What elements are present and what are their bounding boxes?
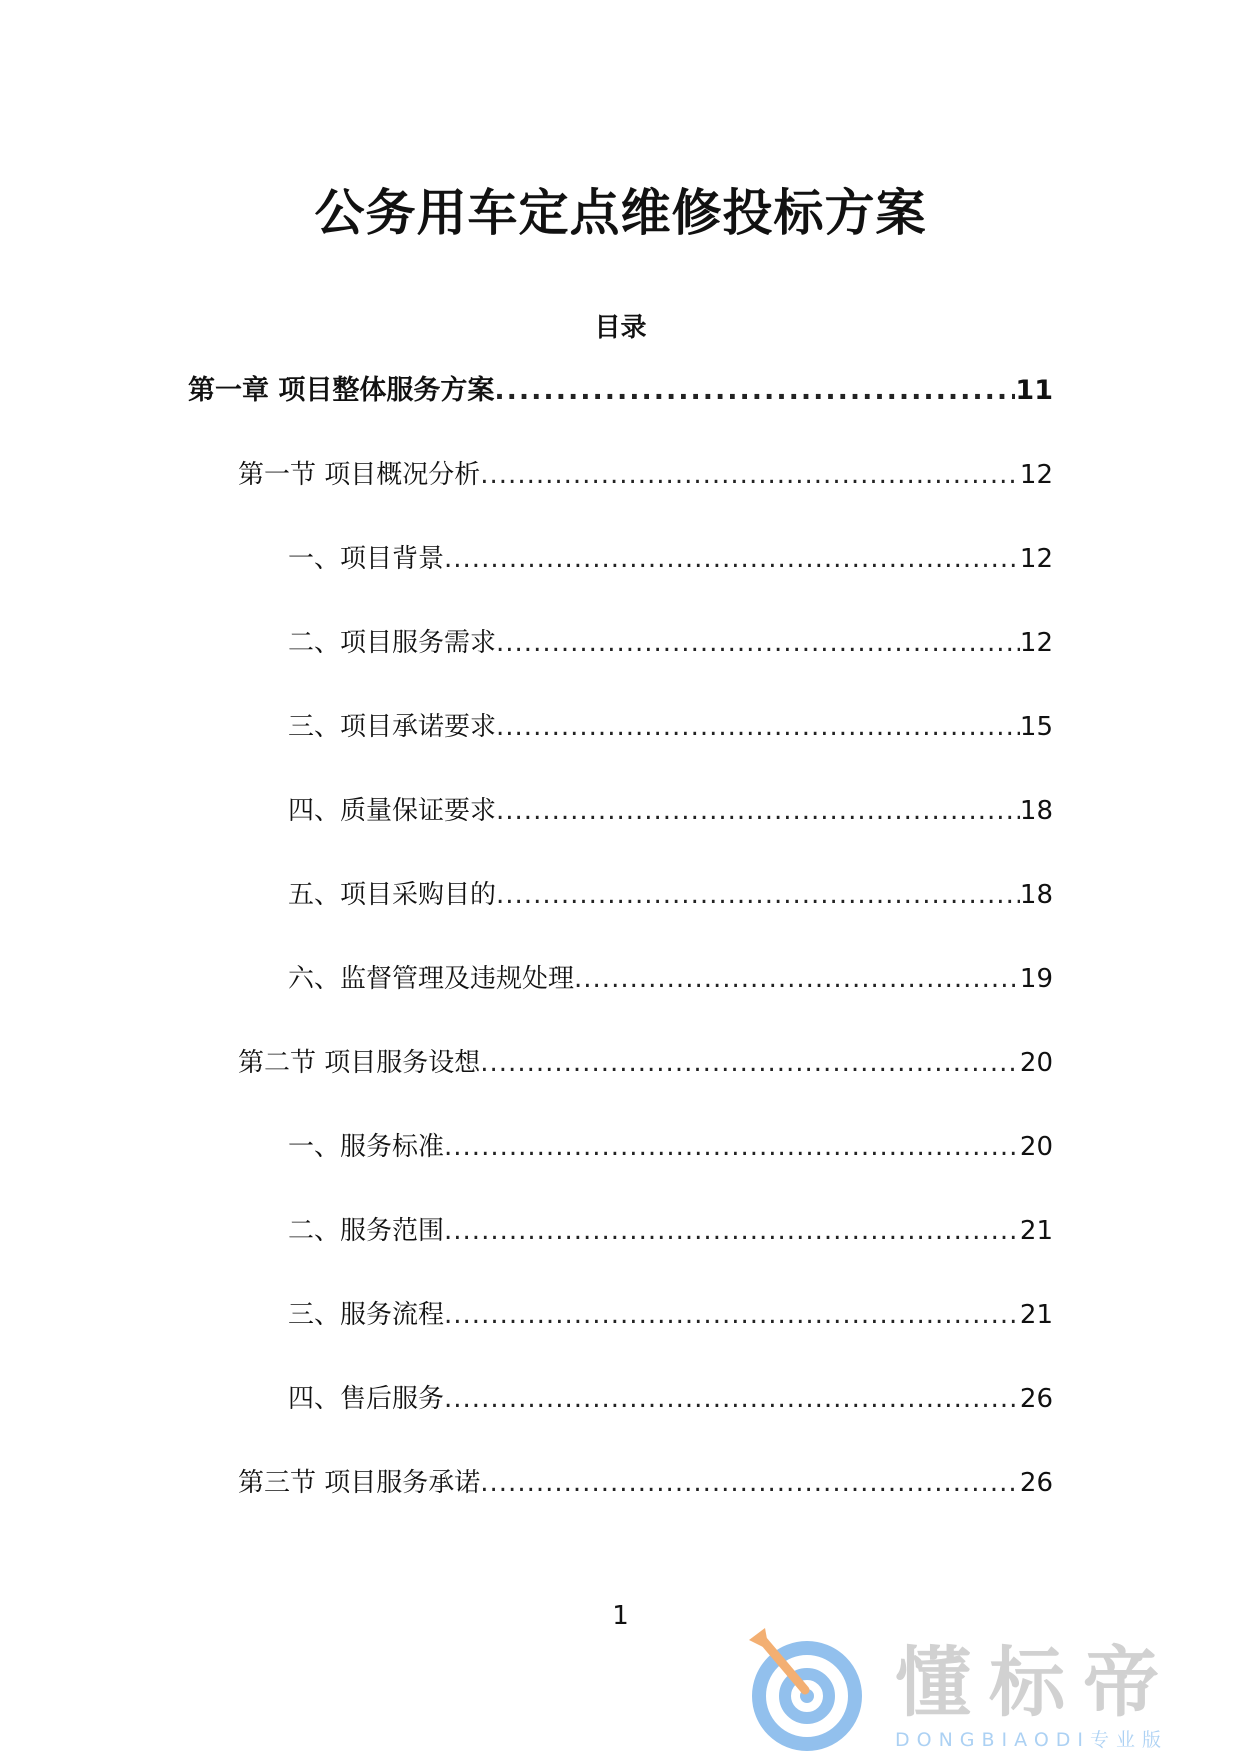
toc-entry-label: 三、项目承诺要求 — [288, 712, 497, 742]
toc-entry-page: 26 — [1019, 1384, 1053, 1414]
toc-entry-page: 18 — [1019, 880, 1053, 910]
table-of-contents — [0, 371, 1241, 1547]
toc-entry-label: 六、监督管理及违规处理 — [288, 964, 575, 994]
toc-entry[interactable] — [0, 959, 1241, 1043]
toc-entry[interactable] — [0, 707, 1241, 791]
toc-dot-leader — [496, 791, 1020, 831]
toc-entry-page: 12 — [1019, 460, 1053, 490]
target-arrow-icon — [745, 1628, 865, 1754]
toc-entry-label: 一、服务标准 — [288, 1132, 445, 1162]
toc-entry-page: 21 — [1019, 1300, 1053, 1330]
toc-dot-leader — [496, 875, 1020, 915]
toc-entry[interactable] — [0, 1379, 1241, 1463]
toc-entry-label: 五、项目采购目的 — [288, 880, 497, 910]
toc-dot-leader — [574, 959, 1020, 999]
toc-entry-page: 21 — [1019, 1216, 1053, 1246]
toc-entry-page: 19 — [1019, 964, 1053, 994]
toc-dot-leader — [444, 1379, 1020, 1419]
toc-entry[interactable] — [0, 791, 1241, 875]
toc-entry-page: 15 — [1019, 712, 1053, 742]
toc-entry[interactable] — [0, 371, 1241, 455]
toc-entry[interactable] — [0, 875, 1241, 959]
toc-entry-page: 11 — [1015, 375, 1053, 406]
toc-dot-leader — [496, 623, 1020, 663]
toc-entry[interactable] — [0, 1463, 1241, 1547]
toc-entry[interactable] — [0, 1211, 1241, 1295]
toc-entry[interactable] — [0, 1295, 1241, 1379]
toc-dot-leader — [496, 707, 1020, 747]
toc-dot-leader — [480, 1043, 1020, 1083]
toc-entry-label: 二、服务范围 — [288, 1216, 445, 1246]
watermark — [745, 1628, 1241, 1754]
toc-entry[interactable] — [0, 623, 1241, 707]
toc-entry-page: 20 — [1019, 1132, 1053, 1162]
toc-dot-leader — [480, 1463, 1020, 1503]
toc-entry-label: 第一节 项目概况分析 — [238, 460, 481, 490]
toc-entry-page: 20 — [1019, 1048, 1053, 1078]
toc-entry[interactable] — [0, 1043, 1241, 1127]
toc-heading: 目录 — [594, 313, 647, 343]
toc-entry-page: 26 — [1019, 1468, 1053, 1498]
watermark-brand-sub: DONGBIAODI专业版 — [895, 1729, 1169, 1751]
toc-dot-leader — [444, 1211, 1020, 1251]
toc-entry-label: 二、项目服务需求 — [288, 628, 497, 658]
toc-entry-label: 第一章 项目整体服务方案 — [188, 375, 495, 406]
toc-dot-leader — [444, 1127, 1020, 1167]
watermark-brand-name: 懂标帝 — [895, 1638, 1177, 1727]
toc-entry-label: 第二节 项目服务设想 — [238, 1048, 481, 1078]
toc-entry[interactable] — [0, 539, 1241, 623]
document-title: 公务用车定点维修投标方案 — [314, 184, 927, 242]
toc-dot-leader — [480, 455, 1020, 495]
toc-entry[interactable] — [0, 455, 1241, 539]
toc-entry-page: 18 — [1019, 796, 1053, 826]
toc-dot-leader — [444, 1295, 1020, 1335]
toc-entry[interactable] — [0, 1127, 1241, 1211]
toc-dot-leader — [494, 371, 1015, 411]
page-number: 1 — [612, 1601, 629, 1631]
toc-dot-leader — [444, 539, 1020, 579]
toc-entry-label: 四、质量保证要求 — [288, 796, 497, 826]
toc-entry-label: 第三节 项目服务承诺 — [238, 1468, 481, 1498]
toc-entry-page: 12 — [1019, 628, 1053, 658]
toc-entry-label: 三、服务流程 — [288, 1300, 445, 1330]
toc-entry-label: 四、售后服务 — [288, 1384, 445, 1414]
toc-entry-page: 12 — [1019, 544, 1053, 574]
toc-entry-label: 一、项目背景 — [288, 544, 445, 574]
